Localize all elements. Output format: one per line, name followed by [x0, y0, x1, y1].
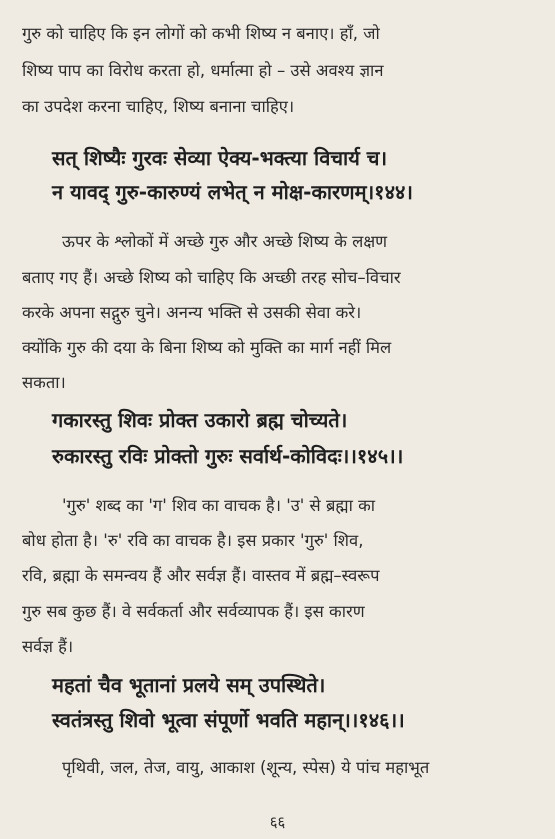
- paragraph-2-line-1: ऊपर के श्लोकों में अच्छे गुरु और अच्छे शिष्य के लक्षण: [62, 232, 388, 251]
- paragraph-3-line-3: रवि, ब्रह्मा के समन्वय हैं और सर्वज्ञ हैं। वास्तव में ब्रह्म–स्वरूप: [22, 566, 380, 585]
- paragraph-3-line-5: सर्वज्ञ हैं।: [22, 637, 74, 656]
- paragraph-3-line-1: 'गुरु' शब्द का 'ग' शिव का वाचक है। 'उ' से ब्रह्मा का: [62, 496, 376, 515]
- paragraph-4-line-1: पृथिवी, जल, तेज, वायु, आकाश (शून्य, स्पेस) ये पांच महाभूत: [62, 758, 430, 777]
- paragraph-3-line-4: गुरु सब कुछ हैं। वे सर्वकर्ता और सर्वव्यापक हैं। इस कारण: [22, 602, 365, 621]
- verse-146-line-1: महतां चैव भूतानां प्रलये सम् उपस्थिते।: [52, 673, 326, 697]
- verse-145-line-2: रुकारस्तु रविः प्रोक्तो गुरुः सर्वार्थ-कोविदः।।१४५।।: [52, 444, 404, 468]
- paragraph-2-line-3: करके अपना सद्गुरु चुने। अनन्य भक्ति से उसकी सेवा करे।: [22, 303, 362, 322]
- verse-144-line-1: सत् शिष्यैः गुरवः सेव्या ऐक्य-भक्त्या विचार्य च।: [52, 146, 388, 170]
- paragraph-1-line-3: का उपदेश करना चाहिए, शिष्य बनाना चाहिए।: [22, 97, 295, 116]
- paragraph-3-line-2: बोध होता है। 'रु' रवि का वाचक है। इस प्रकार 'गुरु' शिव,: [22, 531, 364, 550]
- verse-144-line-2: न यावद् गुरु-कारुण्यं लभेत् न मोक्ष-कारणम्।१४४।: [52, 180, 413, 204]
- verse-145-line-1: गकारस्तु शिवः प्रोक्त उकारो ब्रह्म चोच्यते।: [52, 408, 348, 432]
- paragraph-1-line-1: गुरु को चाहिए कि इन लोगों को कभी शिष्य न बनाए। हाँ, जो: [22, 24, 380, 43]
- verse-146-line-2: स्वतंत्रस्तु शिवो भूत्वा संपूर्णो भवति महान्।।१४६।।: [52, 708, 405, 732]
- paragraph-2-line-2: बताए गए हैं। अच्छे शिष्य को चाहिए कि अच्छी तरह सोच–विचार: [22, 268, 401, 287]
- page-number: ६६: [269, 813, 286, 831]
- paragraph-2-line-4: क्योंकि गुरु की दया के बिना शिष्य को मुक्ति का मार्ग नहीं मिल: [22, 338, 392, 357]
- paragraph-2-line-5: सकता।: [22, 373, 66, 392]
- paragraph-1-line-2: शिष्य पाप का विरोध करता हो, धर्मात्मा हो – उसे अवश्य ज्ञान: [22, 61, 384, 80]
